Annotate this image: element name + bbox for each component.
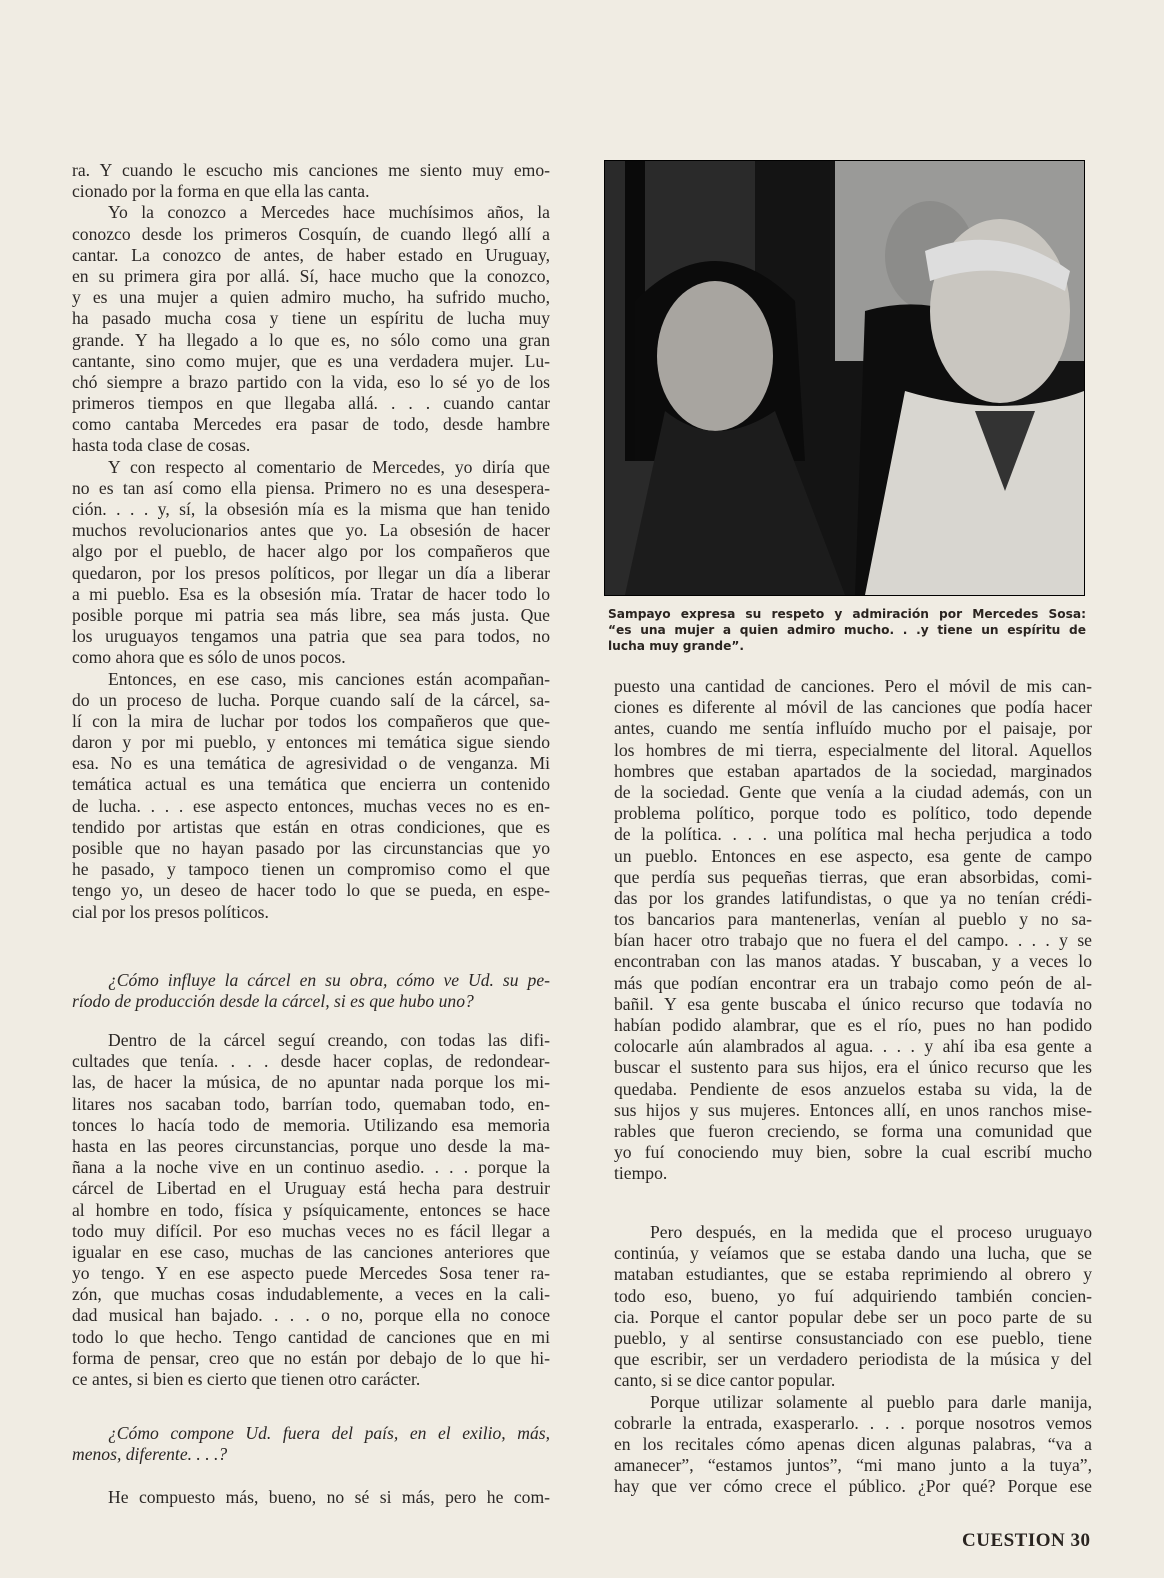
text-line: grande. Y ha llegado a lo que es, no sólo como una gran [72, 329, 550, 350]
text-line: cionado por la forma en que ella las canta. [72, 181, 370, 202]
page-footer [962, 1530, 1091, 1552]
text-line: todo lo que hecho. Tengo cantidad de canciones que en mi [72, 1326, 550, 1347]
left-column-middle [72, 1030, 550, 1390]
text-line: dad musical han bajado. . . . o no, porque ella no conoce [72, 1305, 550, 1326]
text-line: al hombre en todo, física y psíquicamente, entonces se hace [72, 1199, 550, 1220]
text-line: cial por los presos políticos. [72, 901, 269, 922]
text-line: que escribir, ser un verdadero periodista de la música y del [614, 1349, 1092, 1370]
text-line: todo eso, bueno, yo fuí adquiriendo también concien- [614, 1285, 1092, 1306]
left-column-top [72, 160, 550, 923]
text-line: ce antes, si bien es cierto que tienen otro carácter. [72, 1369, 421, 1389]
right-column-top [614, 676, 1092, 1185]
text-line: bañil. Y esa gente buscaba el único recurso que todavía no [614, 993, 1092, 1014]
text-line: cia. Porque el cantor popular debe ser un poco parte de su [614, 1306, 1092, 1327]
text-line: canto, si se dice cantor popular. [614, 1370, 836, 1391]
text-line: Y con respecto al comentario de Mercedes, yo diría que [108, 456, 550, 477]
text-line: mataban estudiantes, que se estaba reprimiendo al obrero y [614, 1264, 1092, 1285]
caption-line: “es una mujer a quien admiro mucho. . .y tiene un espíritu de [608, 623, 1086, 637]
interview-question-1 [72, 970, 550, 1012]
text-line: quedaron, por los presos políticos, por llegar un día a liberar [72, 562, 550, 583]
caption-line: lucha muy grande”. [608, 639, 745, 653]
text-line: hasta toda clase de cosas. [72, 435, 251, 456]
text-line: colocarle aún alambrados al agua. . . . y ahí iba esa gente a [614, 1036, 1092, 1057]
text-line: amanecer”, “estamos juntos”, “mi mano junto a la tuya”, [614, 1455, 1092, 1476]
text-line: problema político, porque todo es político, todo depende [614, 803, 1092, 824]
text-line: yo fuí conociendo muy bien, sobre la cual escribí mucho [614, 1142, 1092, 1163]
paragraph [72, 1030, 550, 1390]
text-line: buscar el sustento para sus hijos, era el único recurso que les [614, 1057, 1092, 1078]
text-line: posible porque mi patria sea más libre, sea más justa. Que [72, 604, 550, 625]
text-line: conozco desde los primeros Cosquín, de cuando llegó allí a [72, 223, 550, 244]
text-line: continúa, y veíamos que se estaba dando una lucha, que se [614, 1243, 1092, 1264]
text-line: de lucha. . . . ese aspecto entonces, muchas veces no es en- [72, 795, 550, 816]
text-line: un pueblo. Entonces en ese aspecto, esa gente de campo [614, 845, 1092, 866]
photo-sampayo-mercedes-sosa [604, 160, 1085, 596]
paragraph [614, 676, 1092, 1185]
text-line: cantante, sino como mujer, que es una verdadera mujer. Lu- [72, 350, 550, 371]
text-line: bían hacer otro trabajo que no fuera el del campo. . . . y se [614, 930, 1092, 951]
text-line: temática actual es una temática que encierra un contenido [72, 774, 550, 795]
text-line: Porque utilizar solamente al pueblo para darle manija, [650, 1391, 1092, 1412]
text-line: a mi pueblo. Esa es la obsesión mía. Tratar de hacer todo lo [72, 583, 550, 604]
text-line: das por los grandes latifundistas, o que ya no tenían crédi- [614, 887, 1092, 908]
text-line: encontraban con las manos atadas. Y buscaban, y a veces lo [614, 951, 1092, 972]
text-line: los uruguayos tengamos una patria que sea para todos, no [72, 626, 550, 647]
text-line: cantar. La conozco de antes, de haber estado en Uruguay, [72, 244, 550, 265]
text-line: tendido por artistas que están en otras condiciones, que es [72, 816, 550, 837]
text-line: chó siempre a brazo partido con la vida, eso lo sé yo de los [72, 371, 550, 392]
text-line: tonces lo hacía todo de memoria. Utilizando esa memoria [72, 1114, 550, 1135]
text-line: ¿Cómo influye la cárcel en su obra, cómo ve Ud. su pe- [108, 970, 550, 990]
text-line: ciones es diferente al móvil de las canciones que podía hacer [614, 697, 1092, 718]
text-line: algo por el pueblo, de hacer algo por los compañeros que [72, 541, 550, 562]
text-line: he pasado, y tampoco tienen un compromiso como el que [72, 859, 550, 880]
text-line: Dentro de la cárcel seguí creando, con todas las difi- [108, 1030, 550, 1050]
text-line: habían podido alambrar, que es el río, pues no han podido [614, 1015, 1092, 1035]
text-line: do un proceso de lucha. Porque cuando salí de la cárcel, sa- [72, 689, 550, 710]
text-line: posible que no hayan pasado por las circunstancias que yo [72, 838, 550, 858]
text-line: ha pasado mucha cosa y tiene un espíritu de lucha muy [72, 308, 550, 329]
text-line: Yo la conozco a Mercedes hace muchísimos años, la [108, 202, 550, 223]
text-line: como ahora que es sólo de unos pocos. [72, 647, 346, 668]
text-line: de la sociedad. Gente que venía a la ciudad además, con un [614, 781, 1092, 802]
text-line: que perdía sus pequeñas tierras, que eran absorbidas, comi- [614, 866, 1092, 887]
text-line: ríodo de producción desde la cárcel, si es que hubo uno? [72, 991, 474, 1012]
text-line: en los recitales cómo apenas dicen algunas palabras, “va a [614, 1433, 1092, 1454]
text-line: menos, diferente. . . .? [72, 1444, 228, 1465]
text-line: en su primera gira por allá. Sí, hace mucho que la conozco, [72, 265, 550, 286]
photo-caption [608, 606, 1086, 654]
text-line: esa. No es una temática de agresividad o de venganza. Mi [72, 753, 550, 774]
text-line: y es una mujer a quien admiro mucho, ha sufrido mucho, [72, 287, 550, 308]
text-line: tos bancarios para mantenerlas, venían al pueblo y no sa- [614, 909, 1092, 930]
paragraph [72, 457, 550, 669]
text-line: no es tan así como ella piensa. Primero no es una desespera- [72, 477, 550, 498]
question-text [72, 1423, 550, 1465]
text-line: forma de pensar, creo que no están por debajo de lo que hi- [72, 1347, 550, 1368]
text-line: quedaba. Pendiente de esos anzuelos estaba su vida, la de [614, 1078, 1092, 1099]
text-line: litares nos sacaban todo, barrían todo, quemaban todo, en- [72, 1093, 550, 1114]
text-line: muchos revolucionarios antes que yo. La obsesión de hacer [72, 520, 550, 541]
paragraph [72, 202, 550, 456]
left-column-bottom [72, 1487, 550, 1508]
text-line: igualar en ese caso, muchas de las canciones anteriores que [72, 1241, 550, 1262]
interview-question-2 [72, 1423, 550, 1465]
magazine-name: CUESTION [962, 1530, 1066, 1551]
text-line: ¿Cómo compone Ud. fuera del país, en el exilio, más, [108, 1423, 550, 1443]
caption-line: Sampayo expresa su respeto y admiración por Mercedes Sosa: [608, 607, 1086, 621]
text-line: zón, que muchas cosas indudablemente, a veces en la cali- [72, 1284, 550, 1305]
paragraph [72, 669, 550, 923]
paragraph [72, 160, 550, 202]
text-line: pueblo, y al sentirse consustanciado con ese pueblo, tiene [614, 1327, 1092, 1348]
text-line: cárcel de Libertad en el Uruguay está hecha para destruir [72, 1178, 550, 1199]
text-line: las, de hacer la música, de no apuntar nada porque los mi- [72, 1072, 550, 1093]
text-line: ción. . . . y, sí, la obsesión mía es la misma que han tenido [72, 499, 550, 519]
page-number: 30 [1070, 1530, 1091, 1551]
text-line: todo muy difícil. Por eso muchas veces no es fácil llegar a [72, 1220, 550, 1241]
text-line: yo tengo. Y en ese aspecto puede Mercedes Sosa tener ra- [72, 1263, 550, 1284]
text-line: de la política. . . . una política mal hecha perjudica a todo [614, 824, 1092, 845]
text-line: tiempo. [614, 1163, 668, 1184]
text-line: daron y por mi pueblo, y entonces mi temática sigue siendo [72, 732, 550, 753]
text-line: hombres que estaban apartados de la sociedad, marginados [614, 760, 1092, 781]
text-line: rables que fueron creciendo, se forma una comunidad que [614, 1120, 1092, 1141]
text-line: cultades que tenía. . . . desde hacer coplas, de redondear- [72, 1051, 550, 1072]
photo-image [605, 161, 1084, 595]
paragraph [614, 1222, 1092, 1392]
text-line: ñana a la noche vive en un continuo asedio. . . . porque la [72, 1157, 550, 1178]
text-line: primeros tiempos en que llegaba allá. . . . cuando cantar [72, 393, 550, 414]
text-line: hasta en las peores circunstancias, porque uno desde la ma- [72, 1135, 550, 1156]
text-line: tengo yo, un deseo de hacer todo lo que se pueda, en espe- [72, 880, 550, 901]
text-line: lí con la mira de luchar por todos los compañeros que que- [72, 710, 550, 731]
text-line: Entonces, en ese caso, mis canciones están acompañan- [108, 668, 550, 689]
text-line: los hombres de mi tierra, especialmente del litoral. Aquellos [614, 739, 1092, 760]
right-column-bottom [614, 1222, 1092, 1497]
text-line: antes, cuando me sentía influído mucho por el paisaje, por [614, 718, 1092, 739]
text-line: hay que ver cómo crece el público. ¿Por qué? Porque ese [614, 1476, 1092, 1497]
text-line: ra. Y cuando le escucho mis canciones me siento muy emo- [72, 160, 550, 180]
text-line: como cantaba Mercedes era pasar de todo, desde hambre [72, 414, 550, 435]
text-line: He compuesto más, bueno, no sé si más, pero he com- [108, 1487, 550, 1507]
question-text [72, 970, 550, 1012]
text-line: puesto una cantidad de canciones. Pero el móvil de mis can- [614, 676, 1092, 696]
paragraph [72, 1487, 550, 1508]
text-line: sus hijos y sus mujeres. Entonces allí, en unos ranchos mise- [614, 1099, 1092, 1120]
text-line: más que podían encontrar era un trabajo como peón de al- [614, 972, 1092, 993]
text-line: cobrarle la entrada, exasperarlo. . . . porque nosotros vemos [614, 1412, 1092, 1433]
text-line: Pero después, en la medida que el proceso uruguayo [650, 1222, 1092, 1242]
paragraph [614, 1392, 1092, 1498]
